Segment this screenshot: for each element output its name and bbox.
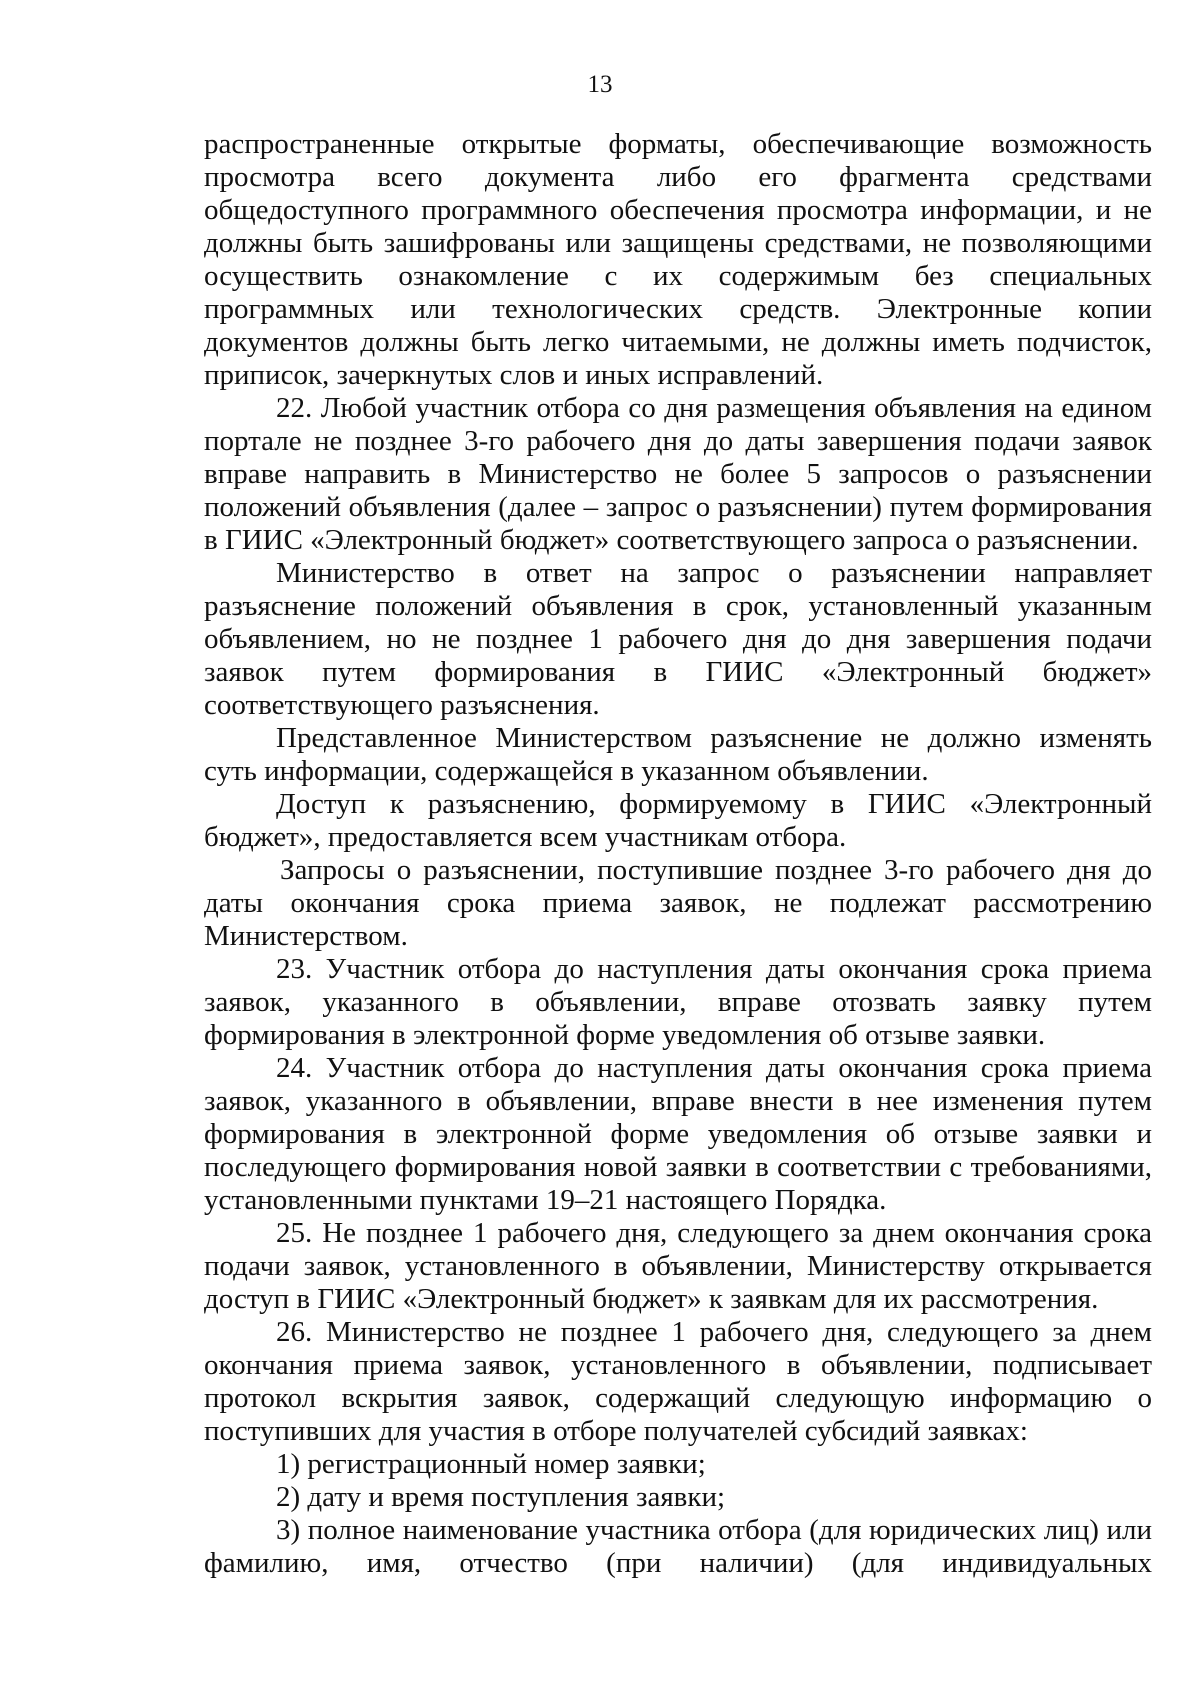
paragraph-24: 24. Участник отбора до наступления даты окончания срока приема заявок, указанного в объявлении, вправе внести в нее изменения путем формирования в электронной форме уведомления об отзыве заявки и последующего формирования новой заявки в соответствии с требованиями, установленными пунктами 19–21 настоящего Порядка. (204, 1052, 1152, 1216)
paragraph-23: 23. Участник отбора до наступления даты окончания срока приема заявок, указанного в объявлении, вправе отозвать заявку путем формирования в электронной форме уведомления об отзыве заявки. (204, 953, 1152, 1051)
paragraph-clarification-content: Представленное Министерством разъяснение не должно изменять суть информации, содержащейся в указанном объявлении. (204, 722, 1152, 787)
paragraph-22: 22. Любой участник отбора со дня размещения объявления на едином портале не позднее 3-го рабочего дня до даты завершения подачи заявок вправе направить в Министерство не более 5 запросов о разъяснении положений объявления (далее – запрос о разъяснении) путем формирования в ГИИС «Электронный бюджет» соответствующего запроса о разъяснении. (204, 392, 1152, 556)
list-item-2: 2) дату и время поступления заявки; (276, 1481, 726, 1513)
paragraph-clarification-access: Доступ к разъяснению, формируемому в ГИИС «Электронный бюджет», предоставляется всем участникам отбора. (204, 788, 1152, 853)
paragraph-ministry-response: Министерство в ответ на запрос о разъяснении направляет разъяснение положений объявления в срок, установленный указанным объявлением, но не позднее 1 рабочего дня до дня завершения подачи заявок путем формирования в ГИИС «Электронный бюджет» соответствующего разъяснения. (204, 557, 1152, 721)
paragraph-continuation: распространенные открытые форматы, обеспечивающие возможность просмотра всего документа либо его фрагмента средствами общедоступного программного обеспечения просмотра информации, и не должны быть зашифрованы или защищены средствами, не позволяющими осуществить ознакомление с их содержимым без специальных программных или технологических средств. Электронные копии документов должны быть легко читаемыми, не должны иметь подчисток, приписок, зачеркнутых слов и иных исправлений. (204, 128, 1152, 391)
paragraph-26: 26. Министерство не позднее 1 рабочего дня, следующего за днем окончания приема заявок, установленного в объявлении, подписывает протокол вскрытия заявок, содержащий следующую информацию о поступивших для участия в отборе получателей субсидий заявках: (204, 1316, 1152, 1447)
paragraph-late-requests: Запросы о разъяснении, поступившие позднее 3-го рабочего дня до даты окончания срока приема заявок, не подлежат рассмотрению Министерством. (204, 854, 1152, 952)
document-body (204, 128, 1152, 1580)
list-item-1: 1) регистрационный номер заявки; (276, 1448, 706, 1480)
page-number: 13 (587, 71, 613, 98)
paragraph-25: 25. Не позднее 1 рабочего дня, следующего за днем окончания срока подачи заявок, установленного в объявлении, Министерству открывается доступ в ГИИС «Электронный бюджет» к заявкам для их рассмотрения. (204, 1217, 1152, 1315)
list-item-3: 3) полное наименование участника отбора (для юридических лиц) или фамилию, имя, отчество (при наличии) (для индивидуальных (204, 1514, 1152, 1579)
